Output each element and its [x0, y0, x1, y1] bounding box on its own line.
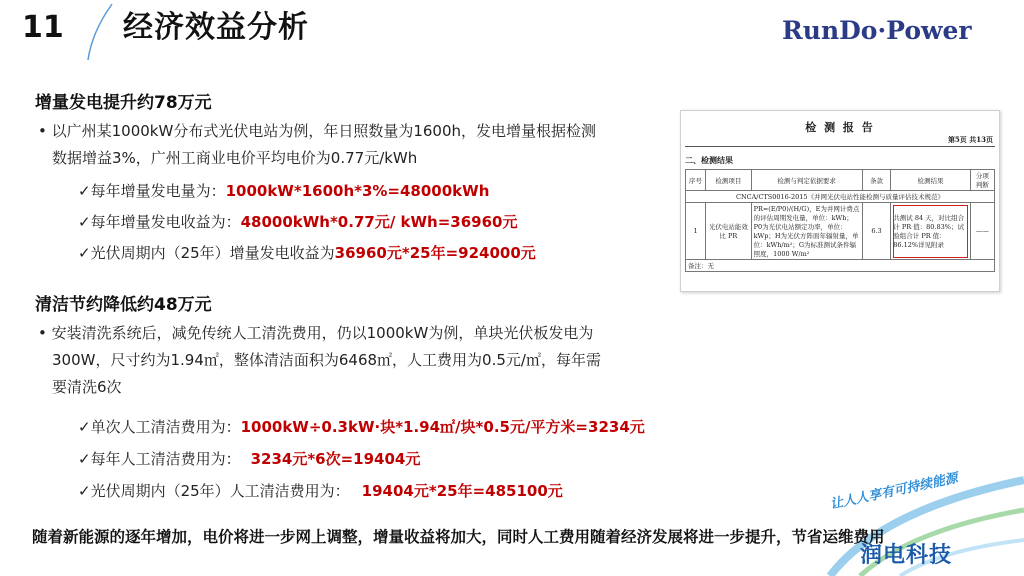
section2-item-2 — [78, 446, 420, 473]
report-header-cell: 序号 — [686, 170, 706, 191]
logo-text: RunDo·Power — [782, 16, 972, 45]
report-table — [685, 169, 995, 272]
section2-bullet-line3: 要清洗6次 — [52, 378, 122, 396]
summary-text: 随着新能源的逐年增加，电价将进一步网上调整，增量收益将加大，同时人工费用随着经济发展将进一步提升，节省运维费用 — [32, 528, 885, 546]
item-value: 1000kW*1600h*3%=48000kWh — [225, 182, 490, 200]
section1-item-2 — [78, 209, 517, 236]
item-label: ✓光伏周期内（25年）人工清洁费用为： — [78, 482, 350, 500]
section2-bullet — [38, 320, 678, 401]
company-logo — [782, 16, 972, 45]
item-value: 1000kW÷0.3kW·块*1.94㎡/块*0.5元/平方米=3234元 — [240, 418, 645, 436]
report-header-cell: 条款 — [862, 170, 891, 191]
report-standard-row — [686, 191, 995, 203]
item-label: ✓每年人工清洁费用为： — [78, 450, 241, 468]
report-page: 第5页 共13页 — [947, 135, 993, 144]
section1-item-3 — [78, 240, 536, 267]
item-label: ✓每年增量发电收益为： — [78, 213, 241, 231]
report-data-row — [686, 203, 995, 260]
slide-title: 经济效益分析 — [123, 10, 309, 45]
test-report-image — [680, 110, 1000, 292]
section2-item-1 — [78, 414, 645, 441]
section1-bullet — [38, 118, 678, 172]
header-divider-arc — [82, 2, 122, 62]
item-value: 48000kWh*0.77元/ kWh=36960元 — [240, 213, 518, 231]
report-rule — [685, 146, 995, 147]
section2-bullet-line1: 安装清洗系统后，减免传统人工清洗费用，仍以1000kW为例，单块光伏板发电为 — [51, 324, 594, 342]
report-cell-clause: 6.3 — [862, 203, 891, 260]
report-note: 备注：无 — [686, 260, 995, 272]
item-value: 3234元*6次=19404元 — [250, 450, 421, 468]
report-header-cell: 分项判断 — [970, 170, 994, 191]
section2-heading: 清洁节约降低约48万元 — [35, 295, 212, 315]
report-cell-judgement: —— — [970, 203, 994, 260]
slide-number: 11 — [22, 10, 64, 45]
report-header-cell: 检测与判定依据要求 — [751, 170, 862, 191]
item-label: ✓单次人工清洁费用为： — [78, 418, 241, 436]
report-standard: CNCA/CTS0016-2015《并网光伏电站性能检测与质量评估技术规范》 — [686, 191, 995, 203]
report-section: 二、检测结果 — [685, 155, 733, 165]
report-title: 检 测 报 告 — [805, 121, 875, 134]
section1-heading: 增量发电提升约78万元 — [35, 93, 212, 113]
report-note-row — [686, 260, 995, 272]
report-cell-requirement: PR=(E/P0)/(H/G)，E为并网计费点的评估周期发电量，单位：kWh；P0为光伏电站额定功率，单位：kWp；H为光伏方阵面年辐射量，单位：kWh/m²；G为标准测试条件辐照度，1000 W/m² — [751, 203, 862, 260]
section1-bullet-line2: 数据增益3%，广州工商业电价平均电价为0.77元/kWh — [52, 149, 418, 167]
brand-name: 润电科技 — [860, 543, 953, 568]
bullet-dot: • — [38, 122, 52, 140]
item-label: ✓光伏周期内（25年）增量发电收益为 — [78, 244, 335, 262]
bullet-dot: • — [38, 324, 52, 342]
report-cell-index: 1 — [686, 203, 706, 260]
section1-item-1 — [78, 178, 489, 205]
slogan-text: 让人人享有可持续能源 — [828, 470, 960, 513]
item-value: 19404元*25年=485100元 — [361, 482, 563, 500]
report-header-cell: 检测结果 — [891, 170, 970, 191]
section2-item-3 — [78, 478, 563, 505]
report-cell-item: 光伏电站能效比 PR — [706, 203, 752, 260]
report-header-cell: 检测项目 — [706, 170, 752, 191]
section1-bullet-line1: 以广州某1000kW分布式光伏电站为例，年日照数量为1600h，发电增量根据检测 — [51, 122, 597, 140]
section2-bullet-line2: 300W，尺寸约为1.94㎡，整体清洁面积为6468㎡，人工费用为0.5元/㎡，每年需 — [52, 351, 601, 369]
report-header-row — [686, 170, 995, 191]
item-label: ✓每年增量发电量为： — [78, 182, 226, 200]
header-spacer — [0, 58, 70, 62]
report-cell-result: 共测试 84 天，对比组合计 PR 值：80.83%；试验组合计 PR 值：86.12%详见附录 — [891, 203, 970, 260]
item-value: 36960元*25年=924000元 — [334, 244, 536, 262]
